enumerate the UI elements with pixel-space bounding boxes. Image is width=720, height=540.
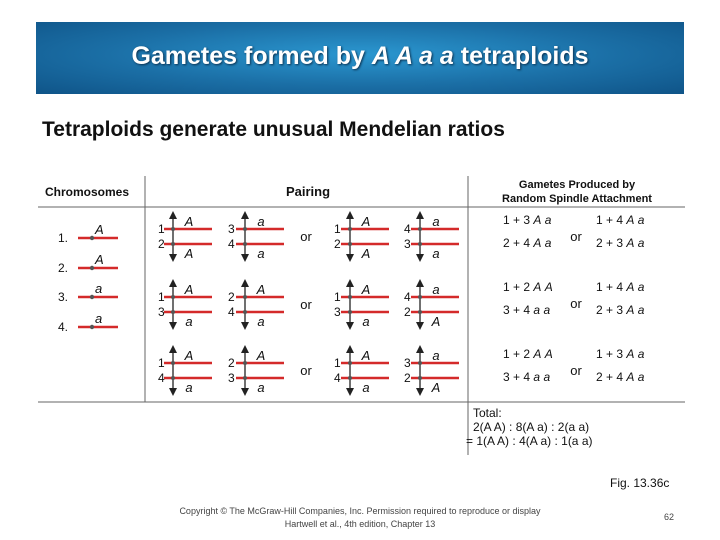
spindle-arrow-down	[416, 322, 424, 330]
allele-label-top: a	[432, 348, 440, 363]
gamete-option-1-line-1: 1 + 2 A A	[503, 347, 553, 361]
centromere-dot	[243, 361, 247, 365]
spindle-arrow-up	[169, 279, 177, 287]
spindle-arrow-down	[416, 254, 424, 262]
centromere-dot	[243, 376, 247, 380]
pairing-or-label: or	[300, 229, 312, 244]
spindle-arrow-down	[241, 254, 249, 262]
centromere-dot	[418, 310, 422, 314]
pairing-chromosome-number: 2	[228, 290, 235, 304]
allele-label-bottom: A	[431, 380, 441, 395]
chromosome-number: 3.	[58, 290, 69, 304]
allele-label-bottom: a	[185, 314, 193, 329]
allele-label-top: A	[184, 282, 194, 297]
centromere-dot	[418, 376, 422, 380]
centromere-dot	[348, 310, 352, 314]
centromere-dot	[171, 227, 175, 231]
slide-subtitle: Tetraploids generate unusual Mendelian ratios	[42, 118, 505, 141]
centromere-dot	[348, 361, 352, 365]
spindle-arrow-down	[169, 388, 177, 396]
gametes-or-label: or	[570, 296, 582, 311]
centromere-dot	[243, 295, 247, 299]
pairing-chromosome-number: 2	[404, 305, 411, 319]
spindle-arrow-up	[416, 211, 424, 219]
centromere-dot	[171, 310, 175, 314]
centromere-dot	[171, 242, 175, 246]
centromere-dot	[348, 242, 352, 246]
pairing-chromosome-number: 4	[228, 237, 235, 251]
spindle-arrow-down	[346, 322, 354, 330]
chromosome-allele: A	[95, 252, 104, 267]
title-genotype: A A a a	[371, 42, 454, 70]
pairing-or-label: or	[300, 363, 312, 378]
centromere-dot	[90, 236, 94, 240]
pairing-chromosome-number: 3	[228, 222, 235, 236]
allele-label-bottom: A	[184, 246, 194, 261]
gametes-header-line2: Random Spindle Attachment	[502, 193, 652, 205]
allele-label-bottom: a	[257, 314, 265, 329]
centromere-dot	[348, 295, 352, 299]
centromere-dot	[348, 227, 352, 231]
centromere-dot	[171, 361, 175, 365]
gametes-or-label: or	[570, 229, 582, 244]
centromere-dot	[90, 266, 94, 270]
spindle-arrow-down	[241, 322, 249, 330]
pairing-or-label: or	[300, 297, 312, 312]
chromosome-allele: A	[95, 222, 104, 237]
pairing-chromosome-number: 3	[404, 237, 411, 251]
pairing-chromosome-number: 4	[404, 290, 411, 304]
pairing-chromosome-number: 3	[334, 305, 341, 319]
gamete-option-1-line-1: 1 + 2 A A	[503, 280, 553, 294]
spindle-arrow-down	[169, 322, 177, 330]
copyright-line-2: Hartwell et al., 4th edition, Chapter 13	[284, 519, 436, 529]
spindle-arrow-down	[346, 254, 354, 262]
allele-label-bottom: A	[361, 246, 371, 261]
pairing-chromosome-number: 1	[334, 290, 341, 304]
total-ratio-line-1: 2(A A) : 8(A a) : 2(a a)	[473, 420, 590, 434]
allele-label-bottom: a	[432, 246, 440, 261]
gamete-option-2-line-1: 1 + 3 A a	[596, 347, 645, 361]
centromere-dot	[243, 310, 247, 314]
allele-label-top: A	[256, 282, 266, 297]
chromosome-number: 4.	[58, 320, 69, 334]
pairing-chromosome-number: 3	[228, 371, 235, 385]
centromere-dot	[348, 376, 352, 380]
spindle-arrow-up	[416, 345, 424, 353]
spindle-arrow-up	[169, 345, 177, 353]
allele-label-top: A	[361, 214, 371, 229]
spindle-arrow-up	[346, 345, 354, 353]
gamete-option-2-line-2: 2 + 3 A a	[596, 236, 645, 250]
gamete-option-2-line-2: 2 + 3 A a	[596, 303, 645, 317]
pairing-chromosome-number: 2	[404, 371, 411, 385]
centromere-dot	[90, 325, 94, 329]
centromere-dot	[418, 227, 422, 231]
gamete-option-1-line-2: 2 + 4 A a	[503, 236, 552, 250]
chromosome-allele: a	[95, 311, 103, 326]
slide-title: Gametes formed by A A a a tetraploids	[131, 42, 589, 70]
spindle-arrow-up	[241, 279, 249, 287]
pairing-chromosome-number: 4	[158, 371, 165, 385]
allele-label-top: a	[432, 282, 440, 297]
spindle-arrow-up	[241, 345, 249, 353]
allele-label-top: A	[361, 282, 371, 297]
copyright-line-1: Copyright © The McGraw-Hill Companies, Inc. Permission required to reproduce or display	[179, 506, 541, 516]
spindle-arrow-up	[241, 211, 249, 219]
spindle-arrow-up	[346, 279, 354, 287]
allele-label-top: A	[184, 348, 194, 363]
allele-label-bottom: a	[257, 380, 265, 395]
centromere-dot	[243, 227, 247, 231]
allele-label-top: A	[256, 348, 266, 363]
total-ratio-line-2: = 1(A A) : 4(A a) : 1(a a)	[466, 434, 593, 448]
chromosome-number: 2.	[58, 261, 69, 275]
spindle-arrow-down	[346, 388, 354, 396]
allele-label-bottom: a	[362, 380, 370, 395]
spindle-arrow-down	[169, 254, 177, 262]
spindle-arrow-down	[416, 388, 424, 396]
allele-label-top: a	[257, 214, 265, 229]
pairing-chromosome-number: 2	[334, 237, 341, 251]
gamete-option-1-line-1: 1 + 3 A a	[503, 213, 552, 227]
centromere-dot	[90, 295, 94, 299]
allele-label-bottom: A	[431, 314, 441, 329]
gamete-option-2-line-2: 2 + 4 A a	[596, 370, 645, 384]
spindle-arrow-up	[416, 279, 424, 287]
gamete-option-2-line-1: 1 + 4 A a	[596, 280, 645, 294]
chromosome-allele: a	[95, 281, 103, 296]
pairing-chromosome-number: 3	[404, 356, 411, 370]
gamete-option-2-line-1: 1 + 4 A a	[596, 213, 645, 227]
pairing-chromosome-number: 3	[158, 305, 165, 319]
spindle-arrow-down	[241, 388, 249, 396]
chromosomes-header: Chromosomes	[45, 185, 130, 199]
centromere-dot	[418, 361, 422, 365]
allele-label-bottom: a	[362, 314, 370, 329]
gamete-option-1-line-2: 3 + 4 a a	[503, 370, 551, 384]
spindle-arrow-up	[346, 211, 354, 219]
pairing-chromosome-number: 1	[158, 290, 165, 304]
pairing-chromosome-number: 1	[334, 356, 341, 370]
allele-label-bottom: a	[257, 246, 265, 261]
total-label: Total:	[473, 406, 502, 420]
pairing-chromosome-number: 1	[158, 356, 165, 370]
centromere-dot	[418, 295, 422, 299]
spindle-arrow-up	[169, 211, 177, 219]
pairing-chromosome-number: 2	[158, 237, 165, 251]
allele-label-bottom: a	[185, 380, 193, 395]
page-number: 62	[664, 512, 675, 522]
pairing-header: Pairing	[285, 184, 331, 199]
gametes-or-label: or	[570, 363, 582, 378]
gametes-header-line1: Gametes Produced by	[518, 179, 636, 191]
copyright-notice	[140, 505, 580, 531]
gamete-option-1-line-2: 3 + 4 a a	[503, 303, 551, 317]
pairing-chromosome-number: 1	[158, 222, 165, 236]
allele-label-top: A	[184, 214, 194, 229]
pairing-chromosome-number: 1	[334, 222, 341, 236]
pairing-chromosome-number: 4	[404, 222, 411, 236]
allele-label-top: A	[361, 348, 371, 363]
pairing-chromosome-number: 2	[228, 356, 235, 370]
figure-caption: Fig. 13.36c	[610, 476, 670, 490]
allele-label-top: a	[432, 214, 440, 229]
centromere-dot	[171, 295, 175, 299]
centromere-dot	[243, 242, 247, 246]
pairing-chromosome-number: 4	[228, 305, 235, 319]
centromere-dot	[171, 376, 175, 380]
chromosome-number: 1.	[58, 231, 69, 245]
pairing-chromosome-number: 4	[334, 371, 341, 385]
centromere-dot	[418, 242, 422, 246]
